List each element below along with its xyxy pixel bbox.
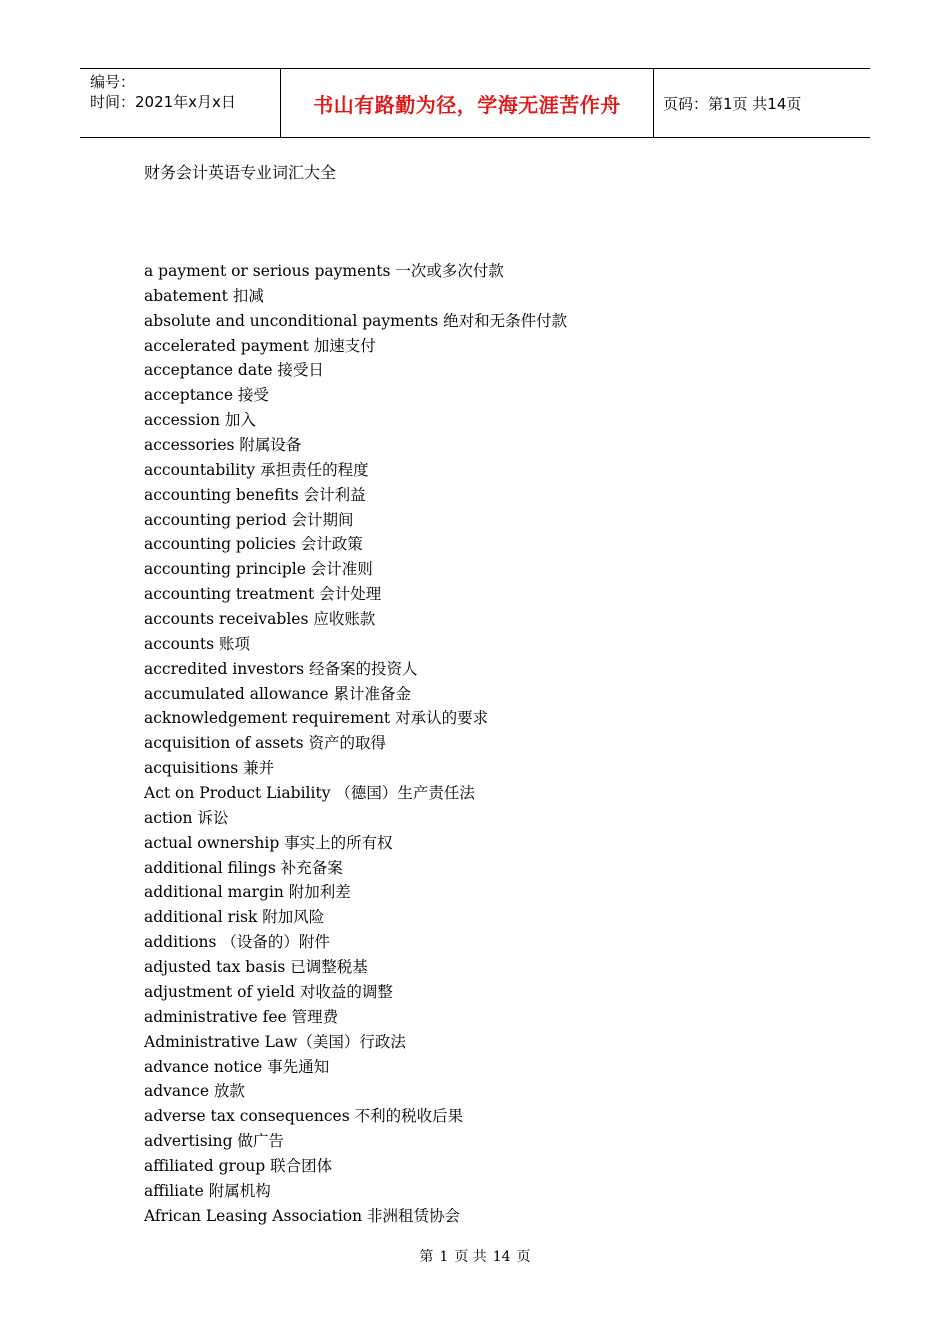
vocabulary-entry: accounting treatment 会计处理 [144, 585, 382, 604]
vocabulary-entry: a payment or serious payments 一次或多次付款 [144, 262, 504, 280]
vocabulary-entry: acquisition of assets 资产的取得 [144, 734, 387, 753]
vocabulary-entry: affiliate 附属机构 [144, 1181, 271, 1200]
vocabulary-list [144, 259, 567, 1229]
vocabulary-entry: advance 放款 [144, 1082, 245, 1101]
vocabulary-entry: accession 加入 [144, 411, 256, 430]
vocabulary-entry: absolute and unconditional payments 绝对和无条件付款 [144, 311, 568, 330]
vocabulary-entry: additional risk 附加风险 [144, 908, 325, 927]
vocabulary-entry: advertising 做广告 [144, 1132, 284, 1151]
page-footer [0, 1246, 950, 1266]
vocabulary-entry: accredited investors 经备案的投资人 [144, 659, 418, 678]
vocabulary-entry: acknowledgement requirement 对承认的要求 [144, 709, 489, 728]
header-number-label: 编号： [90, 73, 136, 91]
vocabulary-entry: accumulated allowance 累计准备金 [144, 684, 411, 703]
document-title: 财务会计英语专业词汇大全 [144, 163, 337, 182]
vocabulary-entry: adjustment of yield 对收益的调整 [144, 982, 393, 1001]
vocabulary-entry: accounting period 会计期间 [144, 510, 354, 529]
footer-suffix: 页 [516, 1249, 531, 1265]
vocabulary-entry: Administrative Law（美国）行政法 [144, 1032, 406, 1051]
header-page-info: 页码：第1页 共14页 [663, 94, 802, 113]
vocabulary-entry: actual ownership 事实上的所有权 [144, 833, 393, 852]
vocabulary-entry: Act on Product Liability （德国）生产责任法 [144, 784, 475, 803]
document-header [80, 68, 870, 138]
footer-current-page: 1 [439, 1249, 449, 1265]
vocabulary-entry: accounts 账项 [144, 634, 251, 653]
header-meta [80, 69, 281, 137]
vocabulary-entry: accounting principle 会计准则 [144, 560, 373, 579]
vocabulary-entry: accounting policies 会计政策 [144, 535, 363, 554]
vocabulary-entry: accelerated payment 加速支付 [144, 336, 376, 355]
vocabulary-entry: abatement 扣减 [144, 286, 264, 305]
footer-middle: 页 共 [454, 1249, 487, 1265]
vocabulary-entry: accounting benefits 会计利益 [144, 485, 366, 504]
vocabulary-entry: additions （设备的）附件 [144, 933, 330, 952]
vocabulary-entry: action 诉讼 [144, 808, 229, 827]
vocabulary-entry: accessories 附属设备 [144, 436, 302, 455]
footer-total-pages: 14 [492, 1249, 511, 1265]
vocabulary-entry: additional filings 补充备案 [144, 858, 343, 877]
vocabulary-entry: administrative fee 管理费 [144, 1007, 339, 1026]
vocabulary-entry: additional margin 附加利差 [144, 883, 351, 902]
vocabulary-entry: African Leasing Association 非洲租赁协会 [144, 1206, 461, 1225]
footer-prefix: 第 [419, 1249, 434, 1265]
vocabulary-entry: acquisitions 兼并 [144, 759, 275, 778]
header-time-label: 时间：2021年x月x日 [90, 93, 236, 111]
vocabulary-entry: acceptance 接受 [144, 386, 269, 405]
vocabulary-entry: adjusted tax basis 已调整税基 [144, 958, 368, 977]
vocabulary-entry: affiliated group 联合团体 [144, 1156, 333, 1175]
vocabulary-entry: accounts receivables 应收账款 [144, 610, 376, 629]
vocabulary-entry: accountability 承担责任的程度 [144, 460, 369, 479]
vocabulary-entry: advance notice 事先通知 [144, 1057, 330, 1076]
header-motto: 书山有路勤为径，学海无涯苦作舟 [281, 69, 654, 137]
vocabulary-entry: adverse tax consequences 不利的税收后果 [144, 1107, 464, 1126]
vocabulary-entry: acceptance date 接受日 [144, 361, 324, 380]
